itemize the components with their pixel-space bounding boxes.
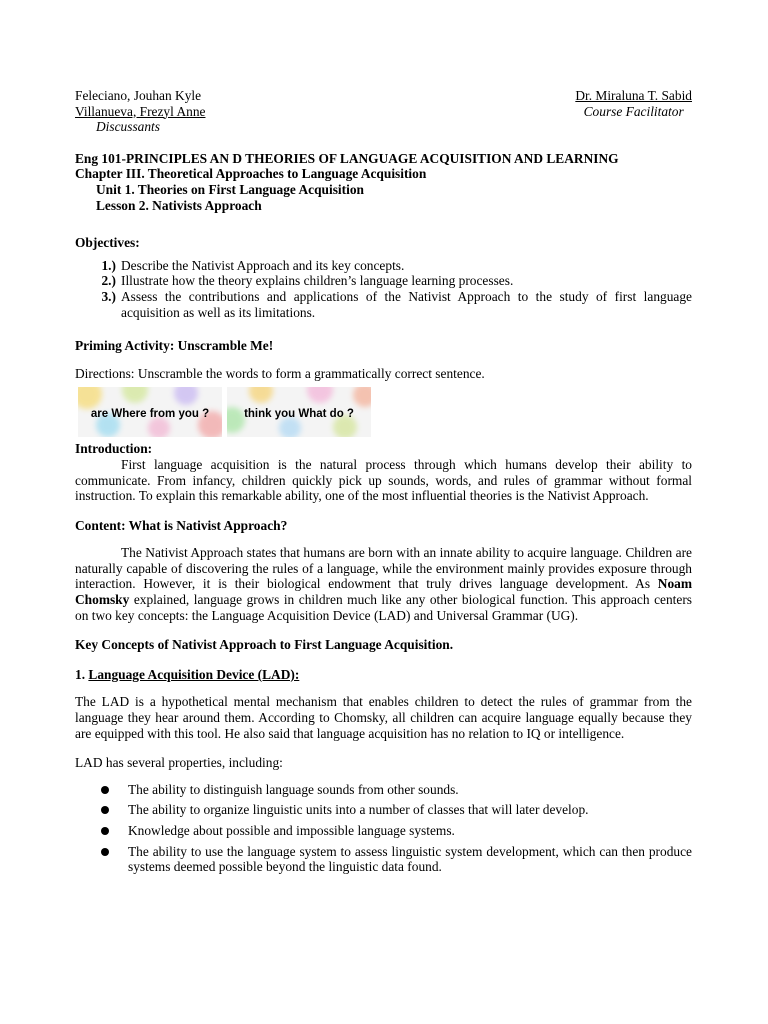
content-heading: Content: What is Nativist Approach? (75, 517, 288, 533)
unit-title: Unit 1. Theories on First Language Acquisition (96, 181, 364, 197)
objective-item: 1.) Describe the Nativist Approach and its key concepts. (101, 257, 405, 273)
priming-directions: Directions: Unscramble the words to form a grammatically correct sentence. (75, 365, 485, 381)
discussant-name: Feleciano, Jouhan Kyle (75, 88, 202, 103)
scramble-card-image (78, 387, 222, 437)
bullet-icon (75, 823, 128, 839)
objective-item: 2.) Illustrate how the theory explains children’s language learning processes. (101, 273, 514, 289)
discussant-name: Villanueva, Frezyl Anne (75, 103, 206, 119)
lad-properties-list (75, 782, 692, 875)
scramble-words: are Where from you ? (90, 408, 210, 421)
objective-item: 3.) Assess the contributions and applications of the Nativist Approach to the study of first language acquisition as well as its limitations. (101, 288, 692, 320)
objectives-list (75, 258, 692, 320)
objectives-heading: Objectives: (75, 235, 140, 251)
discussants-block (75, 88, 205, 135)
list-item: Knowledge about possible and impossible language systems. (75, 823, 692, 839)
chapter-title: Chapter III. Theoretical Approaches to Language Acquisition (75, 166, 427, 182)
list-item: The ability to organize linguistic units into a number of classes that will later develop. (75, 802, 692, 818)
course-title: Eng 101-PRINCIPLES AN D THEORIES OF LANGUAGE ACQUISITION AND LEARNING (75, 150, 619, 166)
document-page (75, 88, 692, 880)
content-text: The Nativist Approach states that humans are born with an innate ability to acquire language. Children are naturally capable of discovering the rules of a language, while the environment mainly provides exposure through interaction. However, it is their biological endowment that truly drives language development. As Noam Chomsky explained, language grows in children much like any other biological function. This approach centers on two key concepts: the Language Acquisition Device (LAD) and Universal Grammar (UG). (75, 545, 692, 623)
bullet-icon (75, 844, 128, 875)
discussants-label: Discussants (96, 119, 160, 135)
list-item: The ability to distinguish language sounds from other sounds. (75, 782, 692, 798)
chomsky-name: Noam Chomsky (75, 576, 692, 608)
introduction-text: First language acquisition is the natural process through which humans develop their ability to communicate. From infancy, children quickly pick up sounds, words, and rules of grammar without formal instruction. To explain this remarkable ability, one of the most influential theories is the Nativist Approach. (75, 456, 692, 504)
header (75, 88, 692, 135)
lesson-title: Lesson 2. Nativists Approach (96, 197, 262, 213)
bullet-icon (75, 802, 128, 818)
bullet-icon (75, 782, 128, 798)
lad-text: The LAD is a hypothetical mental mechanism that enables children to detect the rules of grammar from the language they hear around them. According to Chomsky, all children can acquire language equally because they are equipped with this tool. He also said that language acquisition has no relation to IQ or intelligence. (75, 694, 692, 741)
facilitator-label: Course Facilitator (583, 103, 684, 119)
scramble-words: think you What do ? (244, 408, 354, 421)
scramble-card-image (227, 387, 371, 437)
lad-props-intro: LAD has several properties, including: (75, 755, 283, 771)
scramble-images (78, 387, 692, 437)
facilitator-name: Dr. Miraluna T. Sabid (575, 88, 692, 103)
facilitator-block (575, 88, 692, 135)
key-concepts-heading: Key Concepts of Nativist Approach to First Language Acquisition. (75, 637, 454, 653)
introduction-heading: Introduction: (75, 441, 153, 457)
lad-heading: 1. Language Acquisition Device (LAD): (75, 666, 300, 682)
priming-heading: Priming Activity: Unscramble Me! (75, 338, 274, 354)
list-item: The ability to use the language system to assess linguistic system development, which can then produce systems deemed possible beyond the linguistic data found. (75, 844, 692, 875)
